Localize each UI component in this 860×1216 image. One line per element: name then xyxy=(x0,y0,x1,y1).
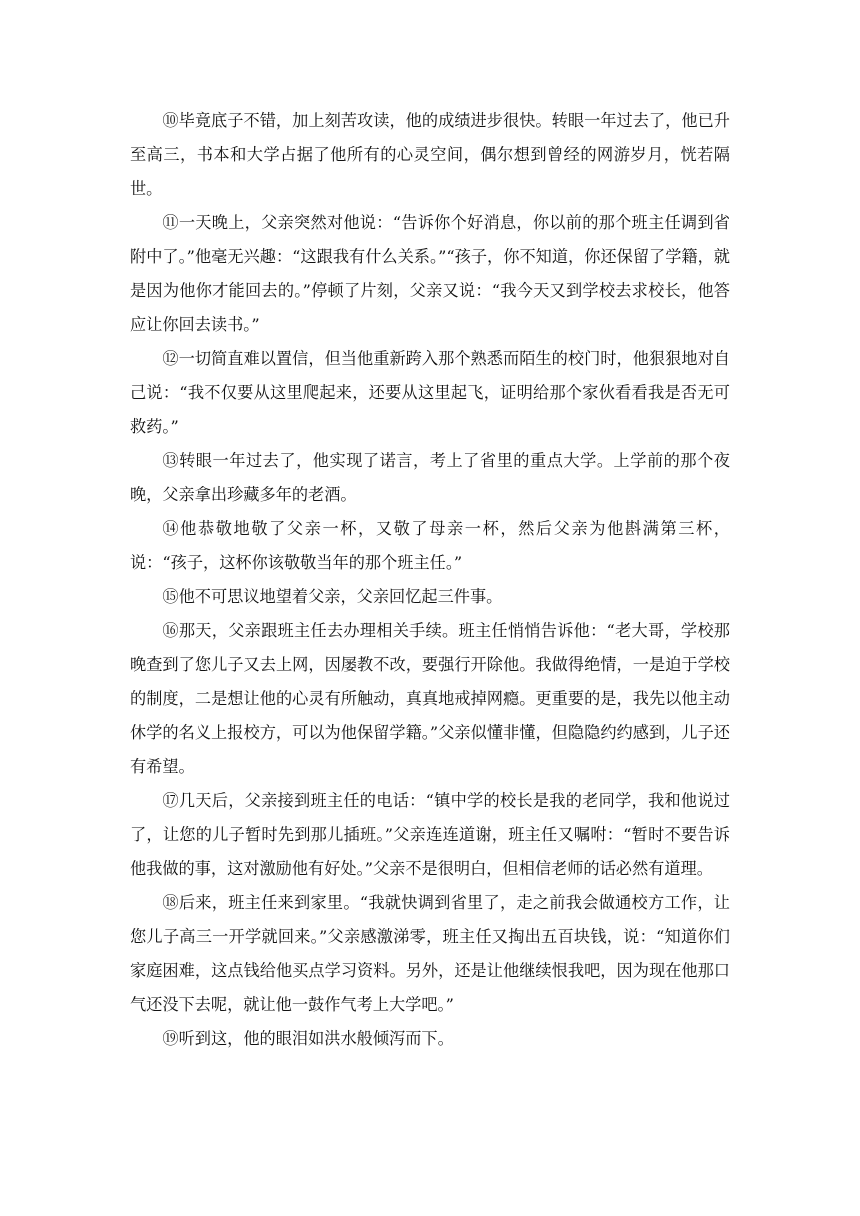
document-body xyxy=(130,104,730,1056)
paragraph-15: ⑮他不可思议地望着父亲，父亲回忆起三件事。 xyxy=(162,587,503,606)
paragraph-13: ⑬转眼一年过去了，他实现了诺言，考上了省里的重点大学。上学前的那个夜晚，父亲拿出珍藏多年的老酒。 xyxy=(130,451,730,504)
paragraph-12: ⑫一切简直难以置信，但当他重新跨入那个熟悉而陌生的校门时，他狠狠地对自己说：“我不仅要从这里爬起来，还要从这里起飞，证明给那个家伙看看我是否无可救药。” xyxy=(130,349,730,436)
paragraph-16: ⑯那天，父亲跟班主任去办理相关手续。班主任悄悄告诉他：“老大哥，学校那晚查到了您儿子又去上网，因屡教不改，要强行开除他。我做得绝情，一是迫于学校的制度，二是想让他的心灵有所触动，真真地戒掉网瘾。更重要的是，我先以他主动休学的名义上报校方，可以为他保留学籍。”父亲似懂非懂，但隐隐约约感到，儿子还有希望。 xyxy=(130,621,730,776)
paragraph-19: ⑲听到这，他的眼泪如洪水般倾泻而下。 xyxy=(162,1029,454,1048)
paragraph-10: ⑩毕竟底子不错，加上刻苦攻读，他的成绩进步很快。转眼一年过去了，他已升至高三，书本和大学占据了他所有的心灵空间，偶尔想到曾经的网游岁月，恍若隔世。 xyxy=(130,111,730,198)
paragraph-11: ⑪一天晚上，父亲突然对他说：“告诉你个好消息，你以前的那个班主任调到省附中了。”他毫无兴趣：“这跟我有什么关系。”“孩子，你不知道，你还保留了学籍，就是因为他你才能回去的。”停顿了片刻，父亲又说：“我今天又到学校去求校长，他答应让你回去读书。” xyxy=(130,213,730,334)
paragraph-17: ⑰几天后，父亲接到班主任的电话：“镇中学的校长是我的老同学，我和他说过了，让您的儿子暂时先到那儿插班。”父亲连连道谢，班主任又嘱咐：“暂时不要告诉他我做的事，这对激励他有好处。”父亲不是很明白，但相信老师的话必然有道理。 xyxy=(130,791,730,878)
paragraph-14: ⑭他恭敬地敬了父亲一杯，又敬了母亲一杯，然后父亲为他斟满第三杯，说：“孩子，这杯你该敬敬当年的那个班主任。” xyxy=(130,519,730,572)
paragraph-18: ⑱后来，班主任来到家里。“我就快调到省里了，走之前我会做通校方工作，让您儿子高三一开学就回来。”父亲感激涕零，班主任又掏出五百块钱，说：“知道你们家庭困难，这点钱给他买点学习资料。另外，还是让他继续恨我吧，因为现在他那口气还没下去呢，就让他一鼓作气考上大学吧。” xyxy=(130,893,730,1014)
